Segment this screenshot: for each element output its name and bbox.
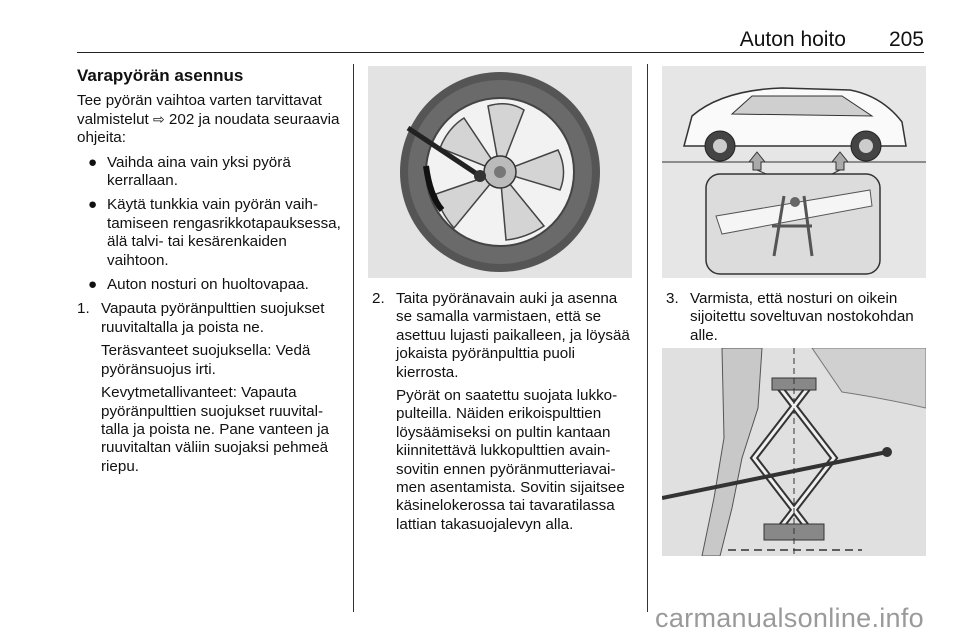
column-divider bbox=[353, 64, 354, 612]
column-divider bbox=[647, 64, 648, 612]
step-3: 3. Varmista, että nosturi on oikein sijoitettu soveltuvan nostokohdan alle. bbox=[666, 290, 914, 344]
chapter-title: Auton hoito bbox=[739, 28, 846, 51]
bullet-icon: ● bbox=[88, 276, 98, 294]
bullet-item: ● Vaihda aina vain yksi pyörä kerrallaan. bbox=[88, 153, 291, 190]
step-1-note-alloy: Kevytmetallivanteet: Vapauta pyöränpulttien suojukset ruuvitaltalla ja poista ne. Pane vanteen ja ruuvitaltan väliin suojaksi pehmeä riepu. bbox=[101, 384, 329, 475]
arrow-reference-icon: ⇨ bbox=[152, 111, 165, 128]
watermark: carmanualsonline.info bbox=[655, 603, 924, 633]
step-1: 1. Vapauta pyöränpulttien suojukset ruuvitaltalla ja poista ne. bbox=[77, 300, 325, 336]
step-number: 1. bbox=[77, 300, 90, 318]
step-2: 2. Taita pyöränavain auki ja asenna se samalla varmistaen, että se asettuu lujasti paikalleen, ja löysää jokaista pyöränpulttia puoli kierrosta. bbox=[372, 290, 630, 381]
page-number: 205 bbox=[888, 28, 924, 51]
step-number: 2. bbox=[372, 290, 385, 307]
intro-paragraph: Tee pyörän vaihtoa varten tarvittavat valmistelut ⇨ 202 ja noudata seuraavia ohjeita: bbox=[77, 92, 340, 147]
step-number: 3. bbox=[666, 290, 679, 307]
column-2 bbox=[372, 290, 637, 534]
step-2-note: Pyörät on saatettu suojata lukkopulteilla. Näiden erikoispulttien löysäämiseksi on pultin kantaan kiinnitettävä lukkopulttien avainsovitin ennen pyöränmutteriavaimen asentamista. Sovitin sijaitsee käsinelokerossa tai tavaratilassa lattian takasuojalevyn alla. bbox=[396, 387, 625, 533]
column-3 bbox=[666, 290, 928, 345]
bullet-icon: ● bbox=[88, 196, 98, 214]
scissor-jack-illustration bbox=[662, 348, 926, 556]
page-header bbox=[77, 26, 924, 53]
bullet-item: ● Auton nosturi on huoltovapaa. bbox=[88, 276, 309, 294]
section-heading: Varapyörän asennus bbox=[77, 66, 244, 85]
step-1-note-steel: Teräsvanteet suojuksella: Vedä pyöränsuojus irti. bbox=[101, 342, 311, 378]
bullet-item: ● Käytä tunkkia vain pyörän vaihtamiseen rengasrikkotapauksessa, älä talvi- tai kesärenkaiden vaihtoon. bbox=[88, 196, 341, 269]
bullet-icon: ● bbox=[88, 153, 98, 171]
car-jacking-points-illustration bbox=[662, 66, 926, 278]
column-1 bbox=[77, 67, 345, 476]
wheel-wrench-illustration bbox=[368, 66, 632, 278]
